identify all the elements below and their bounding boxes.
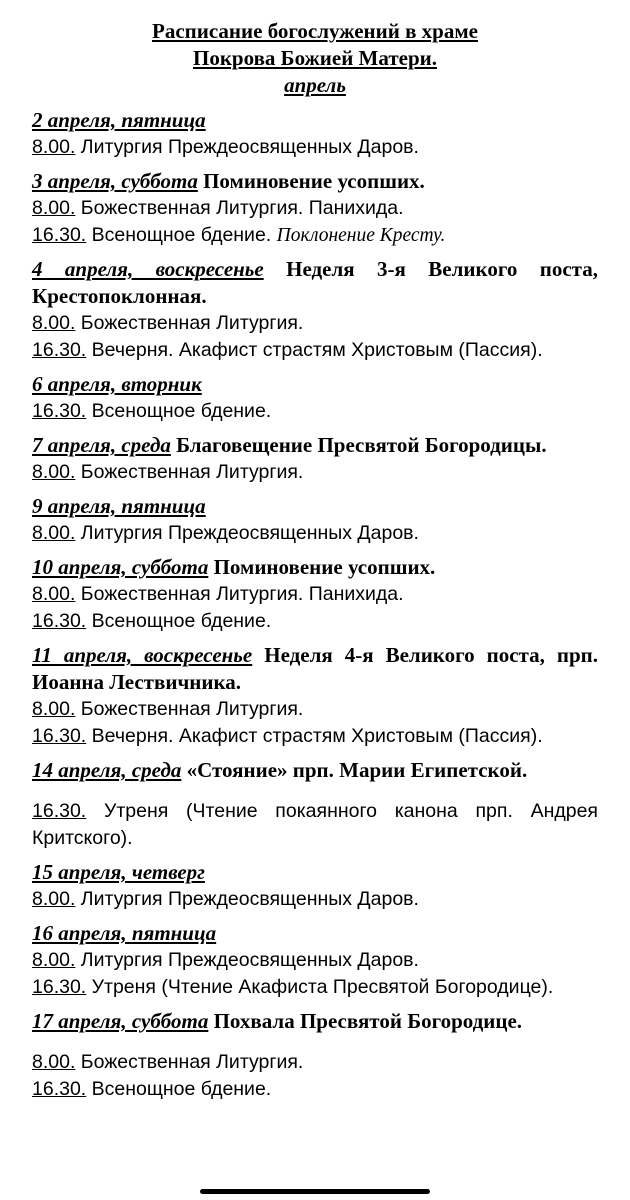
service-line: [32, 310, 598, 337]
service-text: Всенощное бдение.: [91, 610, 272, 632]
service-time: 16.30.: [32, 800, 87, 822]
service-line: [32, 195, 598, 222]
service-line: [32, 723, 598, 750]
service-line: [32, 798, 598, 852]
entry-feast: «Стояние» прп. Марии Египетской.: [186, 758, 528, 782]
service-text: Всенощное бдение.: [91, 1078, 272, 1100]
entry-heading: [32, 432, 598, 459]
home-indicator[interactable]: [200, 1189, 430, 1194]
service-time: 16.30.: [32, 400, 87, 422]
service-text: Литургия Преждеосвященных Даров.: [80, 522, 419, 544]
entry-feast: Неделя 3-я Великого поста, Крестопоклонная.: [32, 257, 598, 308]
spacer: [32, 784, 598, 798]
service-text: Литургия Преждеосвященных Даров.: [80, 136, 419, 158]
service-text: Божественная Литургия.: [80, 698, 304, 720]
entry-feast: Благовещение Пресвятой Богородицы.: [176, 433, 547, 457]
service-time: 8.00.: [32, 1051, 76, 1073]
schedule-entry: [32, 432, 598, 486]
entry-date: 15 апреля, четверг: [32, 860, 205, 884]
service-time: 16.30.: [32, 725, 87, 747]
entry-date: 2 апреля, пятница: [32, 108, 206, 132]
page-title: Расписание богослужений в храме: [152, 19, 478, 43]
schedule-entry: [32, 168, 598, 249]
service-time: 16.30.: [32, 1078, 87, 1100]
entry-date: 7 апреля, среда: [32, 433, 171, 457]
schedule-entry: [32, 1008, 598, 1103]
schedule-entry: [32, 107, 598, 161]
schedule-entry: [32, 859, 598, 913]
service-line: [32, 520, 598, 547]
service-line: [32, 222, 598, 249]
service-text: Всенощное бдение.: [91, 224, 272, 246]
service-line: [32, 947, 598, 974]
entry-date: 11 апреля, воскресенье: [32, 643, 253, 667]
schedule-entry: [32, 554, 598, 635]
service-line: [32, 974, 598, 1001]
schedule-entry: [32, 757, 598, 852]
service-time: 8.00.: [32, 197, 76, 219]
schedule-header: [32, 18, 598, 99]
service-text: Вечерня. Акафист страстям Христовым (Пассия).: [91, 339, 543, 361]
entry-feast: Поминовение усопших.: [203, 169, 425, 193]
service-line: [32, 696, 598, 723]
entry-heading: [32, 371, 598, 398]
service-line: [32, 134, 598, 161]
service-time: 8.00.: [32, 312, 76, 334]
entry-heading: [32, 1008, 598, 1035]
entry-date: 6 апреля, вторник: [32, 372, 202, 396]
schedule-entry: [32, 256, 598, 364]
service-time: 8.00.: [32, 949, 76, 971]
service-time: 8.00.: [32, 522, 76, 544]
entry-date: 14 апреля, среда: [32, 758, 182, 782]
service-text: Вечерня. Акафист страстям Христовым (Пассия).: [91, 725, 543, 747]
entry-heading: [32, 493, 598, 520]
service-text: Божественная Литургия.: [80, 312, 304, 334]
service-line: [32, 608, 598, 635]
entry-feast: Похвала Пресвятой Богородице.: [213, 1009, 523, 1033]
service-text: Утреня (Чтение Акафиста Пресвятой Богородице).: [91, 976, 554, 998]
entry-date: 4 апреля, воскресенье: [32, 257, 264, 281]
church-name: Покрова Божией Матери.: [193, 46, 437, 70]
entry-date: 9 апреля, пятница: [32, 494, 206, 518]
schedule-entry: [32, 493, 598, 547]
service-text: Всенощное бдение.: [91, 400, 272, 422]
service-line: [32, 1049, 598, 1076]
service-time: 16.30.: [32, 610, 87, 632]
entry-feast: Поминовение усопших.: [213, 555, 436, 579]
entry-heading: [32, 256, 598, 310]
entry-date: 17 апреля, суббота: [32, 1009, 209, 1033]
spacer: [32, 1035, 598, 1049]
entry-heading: [32, 107, 598, 134]
service-time: 8.00.: [32, 583, 76, 605]
service-time: 16.30.: [32, 339, 87, 361]
service-line: [32, 459, 598, 486]
entry-heading: [32, 168, 598, 195]
service-text: Божественная Литургия.: [80, 461, 304, 483]
service-text: Литургия Преждеосвященных Даров.: [80, 888, 419, 910]
entry-heading: [32, 642, 598, 696]
schedule-entry: [32, 920, 598, 1001]
entry-heading: [32, 859, 598, 886]
service-time: 16.30.: [32, 976, 87, 998]
service-time: 8.00.: [32, 888, 76, 910]
service-time: 16.30.: [32, 224, 87, 246]
service-text: Божественная Литургия. Панихида.: [80, 197, 404, 219]
entry-heading: [32, 554, 598, 581]
service-line: [32, 398, 598, 425]
schedule-entry: [32, 371, 598, 425]
service-line: [32, 581, 598, 608]
entry-heading: [32, 920, 598, 947]
schedule-entry: [32, 642, 598, 750]
service-text: Утреня (Чтение покаянного канона прп. Андрея Критского).: [32, 800, 598, 849]
month-label: апрель: [284, 73, 346, 97]
service-time: 8.00.: [32, 698, 76, 720]
entry-feast: Неделя 4-я Великого поста, прп. Иоанна Лествичника.: [32, 643, 599, 694]
entry-date: 10 апреля, суббота: [32, 555, 209, 579]
entry-heading: [32, 757, 598, 784]
service-time: 8.00.: [32, 461, 76, 483]
service-line: [32, 1076, 598, 1103]
entry-date: 3 апреля, суббота: [32, 169, 198, 193]
entry-date: 16 апреля, пятница: [32, 921, 217, 945]
service-text: Божественная Литургия. Панихида.: [80, 583, 404, 605]
service-note: Поклонение Кресту.: [276, 225, 446, 246]
service-text: Божественная Литургия.: [80, 1051, 304, 1073]
service-line: [32, 337, 598, 364]
service-line: [32, 886, 598, 913]
service-time: 8.00.: [32, 136, 76, 158]
service-text: Литургия Преждеосвященных Даров.: [80, 949, 419, 971]
